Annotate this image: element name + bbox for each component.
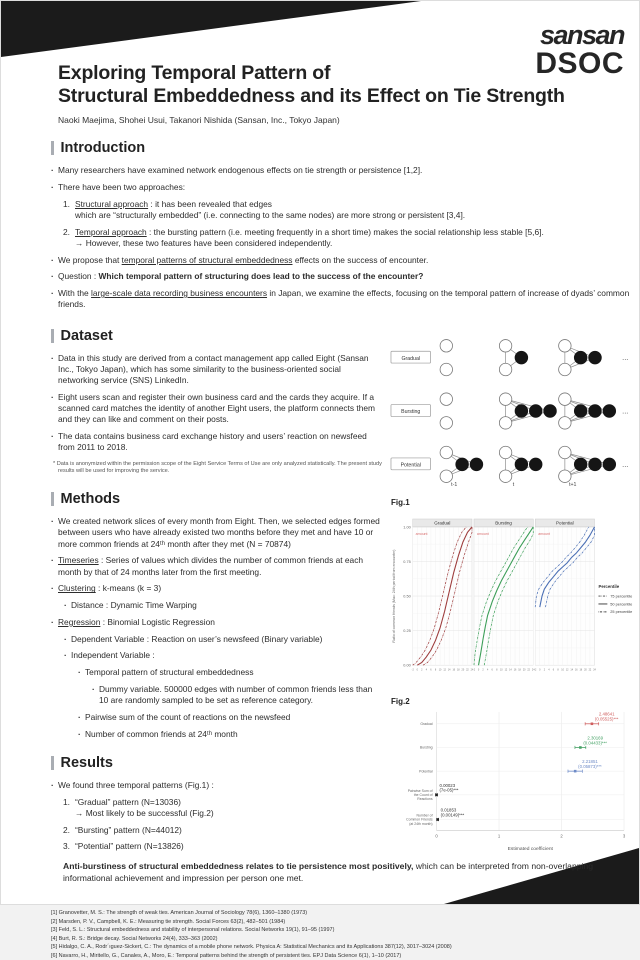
svg-text:8: 8: [496, 668, 498, 672]
references: [51, 909, 616, 960]
page-title-line2: Structural Embeddedness and its Effect on Tie Strength: [58, 85, 565, 108]
svg-text:Bursting: Bursting: [495, 520, 512, 526]
svg-text:...: ...: [622, 459, 629, 469]
svg-text:(0.05873)***: (0.05873)***: [578, 763, 602, 769]
svg-text:...: ...: [622, 405, 629, 415]
svg-text:50 percentile: 50 percentile: [610, 601, 633, 606]
svg-text:18: 18: [579, 668, 583, 672]
svg-text:24: 24: [593, 668, 596, 672]
svg-text:amount: amount: [538, 531, 551, 536]
two-column-area: [51, 328, 636, 900]
right-column: [389, 328, 636, 900]
svg-text:4: 4: [548, 668, 550, 672]
reference-5: [5] Hidalgo, C. A., Rodr´ıguez-Sickert, C.: The dynamics of a mobile phone network. Physica A: Statistical Mechanics and its Applications 387(12), 3017–3024 (2008): [51, 944, 452, 951]
intro-bullet-question: · Question : Which temporal pattern of structuring does lead to the success of the encounter?: [51, 271, 636, 282]
section-bar: [51, 329, 54, 343]
svg-text:14: 14: [570, 668, 574, 672]
svg-text:24: 24: [531, 668, 535, 672]
svg-text:75 percentile: 75 percentile: [610, 593, 633, 598]
results-heading-text: Results: [60, 754, 113, 771]
methods-bullet-1: · We created network slices of every month from Eight. Then, we selected edges formed between users who have already existed two months before they met and have 10 or more common friends at 24ᵗʰ month after they met (N = 70874): [51, 516, 383, 550]
methods-bullet-regression: · Regression : Binomial Logistic Regression: [51, 617, 383, 628]
svg-text:2: 2: [543, 668, 546, 672]
svg-text:1: 1: [497, 832, 501, 838]
results-pattern-potential: 3. “Potential” pattern (N=13826): [63, 841, 184, 852]
svg-text:20: 20: [584, 668, 587, 672]
svg-text:amount: amount: [415, 531, 428, 536]
svg-text:0.75: 0.75: [403, 559, 411, 564]
dataset-heading: [51, 328, 383, 344]
svg-text:14: 14: [447, 668, 451, 672]
svg-text:4: 4: [425, 668, 428, 672]
svg-text:Potential: Potential: [400, 462, 421, 469]
svg-text:Number of: Number of: [416, 813, 433, 818]
svg-text:16: 16: [574, 668, 578, 672]
svg-text:0.25: 0.25: [403, 628, 411, 633]
section-bar: [51, 492, 54, 506]
svg-text:2: 2: [482, 668, 484, 672]
methods-bullet-common-friends: · Number of common friends at 24ᵗʰ month: [78, 729, 383, 740]
svg-text:22: 22: [588, 668, 592, 672]
svg-text:Bursting: Bursting: [419, 745, 433, 750]
svg-text:16: 16: [452, 668, 456, 672]
reference-6: [6] Navarro, H., Miritello, G., Canales, A., Moro, E.: Temporal patterns behind the strength of persistent ties. EPJ Data Science 6(1), 1–10 (2017): [51, 952, 402, 959]
fig2-coefficient-plot: [389, 708, 636, 858]
methods-bullet-timeseries: · Timeseries : Series of values which divides the number of common friends at each month by that of 24 months later from the first meeting.: [51, 555, 383, 578]
svg-text:0.01853: 0.01853: [440, 806, 457, 812]
svg-text:2: 2: [560, 832, 563, 838]
svg-text:10: 10: [500, 668, 503, 672]
svg-text:22: 22: [527, 668, 531, 672]
svg-text:6: 6: [491, 668, 493, 672]
svg-text:(0.00149)***: (0.00149)***: [440, 811, 465, 817]
svg-text:t: t: [512, 481, 515, 488]
methods-bullet-temporal-pattern: · Temporal pattern of structural embeddedness: [78, 667, 383, 678]
methods-bullet-independent: · Independent Variable :: [64, 650, 383, 661]
svg-text:8: 8: [557, 668, 559, 672]
methods-bullet-pairwise: · Pairwise sum of the count of reactions on the newsfeed: [78, 712, 383, 723]
introduction-heading-text: Introduction: [60, 140, 146, 156]
svg-text:0.00023: 0.00023: [439, 782, 456, 788]
svg-text:Common Friends: Common Friends: [406, 817, 433, 822]
svg-text:0: 0: [435, 832, 438, 838]
methods-heading-text: Methods: [60, 491, 121, 508]
svg-text:Gradual: Gradual: [434, 520, 451, 526]
svg-text:0.50: 0.50: [403, 593, 411, 598]
svg-text:0: 0: [477, 668, 480, 672]
svg-text:Pairwise Sum of: Pairwise Sum of: [407, 788, 433, 793]
dataset-bullet-2: · Eight users scan and register their own business card and the cards they acquire. If a scanned card matches the identity of another Eight users, the platform connects them and they can like and comment on their posts.: [51, 392, 383, 426]
svg-text:...: ...: [622, 352, 629, 362]
svg-text:(at 24th month): (at 24th month): [409, 821, 433, 826]
reference-3: [3] Feld, S. L.: Structural embeddedness and stability of interpersonal relations. Social Networks 19(1), 91–95 (1997): [51, 927, 335, 934]
top-left-triangle-decoration: [1, 1, 421, 57]
svg-text:18: 18: [518, 668, 521, 672]
svg-text:(0.04433)***: (0.04433)***: [583, 739, 607, 745]
svg-text:amount: amount: [476, 531, 489, 536]
temporal-pattern-network-diagram: [389, 328, 636, 494]
svg-text:24: 24: [470, 668, 474, 672]
svg-text:22: 22: [466, 668, 469, 672]
results-heading: [51, 755, 383, 771]
svg-text:3: 3: [622, 832, 626, 838]
svg-text:16: 16: [513, 668, 517, 672]
svg-text:6: 6: [552, 668, 555, 672]
section-introduction: [51, 140, 636, 311]
svg-text:10: 10: [561, 668, 564, 672]
svg-text:0: 0: [416, 668, 418, 672]
svg-text:12: 12: [443, 668, 446, 672]
svg-text:2.21851: 2.21851: [582, 758, 598, 764]
svg-text:2: 2: [421, 668, 423, 672]
intro-bullet-5: · With the large-scale data recording business encounters in Japan, we examine the effects, focusing on the temporal pattern of increase of dyads’ common friends.: [51, 288, 636, 311]
svg-text:-2: -2: [534, 668, 537, 672]
svg-text:1.00: 1.00: [403, 524, 411, 529]
svg-text:6: 6: [430, 668, 432, 672]
svg-text:10: 10: [438, 668, 442, 672]
dataset-bullet-1: · Data in this study are derived from a contact management app called Eight (Sansan Inc., Tokyo Japan), which has some similarity to the business-oriented social networking service (SNS) LinkedIn.: [51, 353, 383, 387]
reference-4: [4] Burt, R. S.: Bridge decay. Social Networks 24(4), 333–363 (2002): [51, 935, 218, 942]
section-dataset: [51, 328, 383, 477]
introduction-heading: [51, 140, 636, 156]
svg-text:Percentile: Percentile: [598, 583, 620, 589]
logo-dsoc-text: DSOC: [535, 46, 624, 80]
methods-heading: [51, 491, 383, 507]
poster-header: [58, 62, 593, 125]
methods-bullet-clustering: · Clustering : k-means (k = 3): [51, 583, 383, 594]
intro-bullet-3: · We propose that temporal patterns of structural embeddedness effects on the success of encounter.: [51, 255, 636, 266]
results-pattern-gradual: 1. “Gradual” pattern (N=13036) → Most likely to be successful (Fig.2): [63, 796, 214, 818]
svg-text:t-1: t-1: [451, 481, 458, 488]
section-methods: [51, 491, 383, 740]
svg-text:20: 20: [522, 668, 526, 672]
methods-bullet-distance: · Distance : Dynamic Time Warping: [64, 600, 383, 611]
svg-text:20: 20: [461, 668, 465, 672]
dataset-heading-text: Dataset: [60, 327, 113, 344]
dataset-bullet-3: · The data contains business card exchange history and users’ reaction on newsfeed from 2011 to 2018.: [51, 431, 383, 454]
svg-text:Ratio of common friends (Max:: Ratio of common friends (Max: 24th period from encounter): [391, 549, 396, 643]
intro-bullet-2: · There have been two approaches:: [51, 182, 636, 193]
svg-text:Reactions: Reactions: [417, 796, 433, 801]
svg-text:(0.05525)***: (0.05525)***: [594, 716, 619, 722]
svg-text:-2: -2: [411, 668, 414, 672]
svg-text:(7e-05)***: (7e-05)***: [439, 787, 459, 793]
intro-approach-1: 1. Structural approach : it has been revealed that edges which are “structurally embedded” (i.e. connecting to the same nodes) are more strong or persistent [3,4].: [63, 198, 466, 220]
results-conclusion: Anti-burstiness of structural embeddedness relates to tie persistence most positively, which can be interpreted from non-overlapping informational achievement and impression per person one met.: [63, 860, 593, 883]
svg-text:Gradual: Gradual: [401, 355, 421, 362]
reference-1: [1] Granovetter, M. S.: The strength of weak ties. American Journal of Sociology 78(6), 1360–1380 (1973): [51, 910, 308, 917]
svg-text:8: 8: [434, 668, 437, 672]
section-bar: [51, 141, 54, 155]
dataset-footnote: * Data is anonymized within the permission scope of the Eight Service Terms of Use are only analyzed statistically. The present study results will be used for improving the service.: [53, 460, 382, 475]
svg-text:Bursting: Bursting: [401, 408, 421, 415]
svg-text:Estimated coefficient: Estimated coefficient: [507, 846, 553, 852]
authors-line: Naoki Maejima, Shohei Usui, Takanori Nishida (Sansan, Inc., Tokyo Japan): [58, 114, 340, 125]
svg-text:4: 4: [486, 668, 489, 672]
svg-text:t+1: t+1: [569, 481, 577, 488]
svg-text:12: 12: [504, 668, 508, 672]
svg-text:25 percentile: 25 percentile: [610, 609, 633, 614]
logo-sansan-text: sansan: [539, 20, 624, 50]
fig1-label: Fig.1: [391, 497, 410, 507]
svg-text:14: 14: [509, 668, 512, 672]
section-bar: [51, 756, 54, 770]
svg-text:0.00: 0.00: [403, 663, 411, 668]
svg-text:12: 12: [565, 668, 569, 672]
poster-body: [51, 140, 636, 960]
fig2-label: Fig.2: [391, 696, 410, 706]
svg-text:18: 18: [456, 668, 460, 672]
svg-text:2.48641: 2.48641: [598, 711, 615, 717]
svg-text:Potential: Potential: [419, 768, 433, 773]
svg-text:2.30169: 2.30169: [587, 734, 603, 740]
svg-text:-2: -2: [472, 668, 476, 672]
svg-text:0: 0: [539, 668, 541, 672]
svg-text:Gradual: Gradual: [420, 721, 433, 726]
intro-bullet-1: · Many researchers have examined network endogenous effects on tie strength or persistence [1,2].: [51, 165, 636, 176]
results-pattern-bursting: 2. “Bursting” pattern (N=44012): [63, 824, 182, 835]
reference-2: [2] Marsden, P. V., Campbell, K. E.: Measuring tie strength. Social Forces 63(2), 482–501 (1984): [51, 918, 286, 925]
svg-text:the Count of: the Count of: [413, 792, 433, 797]
methods-bullet-dummy: · Dummy variable. 500000 edges with number of common friends less than 10 are randomly sampled to be set as reference category.: [92, 684, 383, 707]
svg-text:Potential: Potential: [556, 520, 574, 526]
intro-approach-2: 2. Temporal approach : the bursting pattern (i.e. meeting frequently in a short time) makes the social relationship less stable [5,6]. → However, these two features have been considered independently.: [63, 226, 544, 248]
fig1-percentile-chart: [389, 509, 636, 693]
page-title-line1: Exploring Temporal Pattern of: [58, 62, 331, 84]
results-bullet-1: · We found three temporal patterns (Fig.1) :: [51, 780, 383, 791]
methods-bullet-dependent: · Dependent Variable : Reaction on user’s newsfeed (Binary variable): [64, 634, 383, 645]
